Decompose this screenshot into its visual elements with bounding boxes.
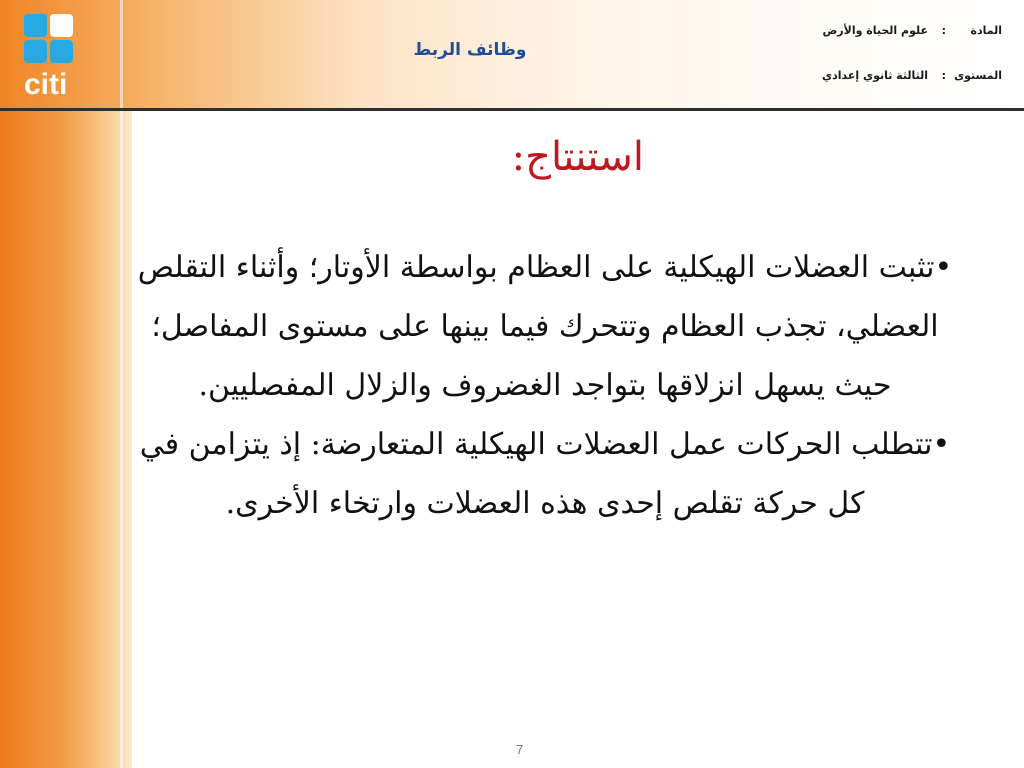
bullet-text-2: تتطلب الحركات عمل العضلات الهيكلية المتعارضة: إذ يتزامن في كل حركة تقلص إحدى هذه العضلات وارتخاء الأخرى. [139, 427, 933, 521]
level-label: المستوى [954, 69, 1002, 82]
conclusion-heading: استنتاج: [511, 134, 644, 180]
bullet-paragraph-1 [120, 238, 970, 415]
logo-square-icon [24, 40, 47, 63]
logo-text: citi [24, 68, 68, 101]
bullet-icon: • [932, 427, 951, 462]
citi-logo [22, 14, 92, 100]
level-value: الثالثة ثانوي إعدادي [822, 69, 928, 82]
logo-square-icon [50, 40, 73, 63]
logo-square-icon [50, 14, 73, 37]
logo-square-icon [24, 14, 47, 37]
bullet-text-1: تثبت العضلات الهيكلية على العظام بواسطة الأوتار؛ وأثناء التقلص العضلي، تجذب العظام وتتحرك فيما بينها على مستوى المفاصل؛ حيث يسهل انزلاقها بتواجد الغضروف والزلال المفصليين. [137, 250, 939, 403]
header-divider [0, 108, 1024, 111]
subject-value: علوم الحياة والأرض [822, 24, 928, 37]
bullet-paragraph-2 [120, 415, 970, 533]
lesson-title: وظائف الربط [413, 40, 527, 60]
left-decoration-band [0, 0, 132, 768]
bullet-icon: • [934, 250, 953, 285]
conclusion-body [120, 238, 970, 533]
subject-separator: : [941, 24, 946, 37]
page-number: 7 [516, 742, 524, 757]
level-separator: : [941, 69, 946, 82]
subject-label: المادة [970, 24, 1002, 37]
